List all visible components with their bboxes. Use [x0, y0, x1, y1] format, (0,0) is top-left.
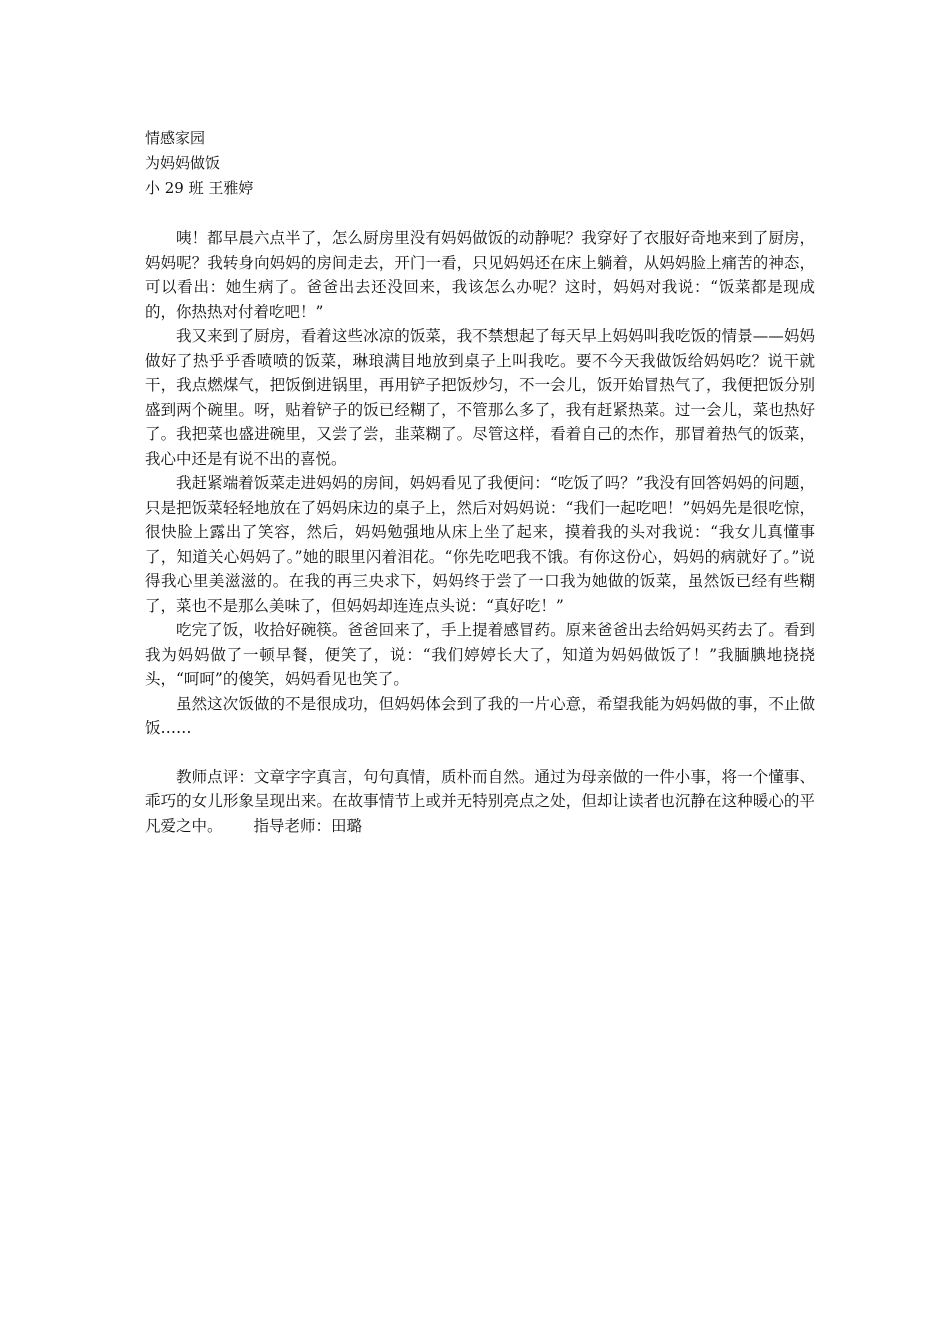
- comment-spacer: [145, 741, 815, 765]
- paragraph-1: 咦！都早晨六点半了，怎么厨房里没有妈妈做饭的动静呢？我穿好了衣服好奇地来到了厨房，妈妈呢？我转身向妈妈的房间走去，开门一看，只见妈妈还在床上躺着，从妈妈脸上痛苦的神态，可以看出：她生病了。爸爸出去还没回来，我该怎么办呢？这时，妈妈对我说：“饭菜都是现成的，你热热对付着吃吧！”: [145, 229, 815, 321]
- teacher-comment-text: 教师点评：文章字字真言，句句真情，质朴而自然。通过为母亲做的一件小事，将一个懂事、乖巧的女儿形象呈现出来。在故事情节上或并无特别亮点之处，但却让读者也沉静在这种暖心的平凡爱之中。: [145, 767, 815, 835]
- column-name: 情感家园: [145, 129, 206, 147]
- article-title: 为妈妈做饭: [145, 154, 221, 172]
- document-page: [145, 126, 815, 838]
- paragraph-3: 我赶紧端着饭菜走进妈妈的房间，妈妈看见了我便问：“吃饭了吗？”我没有回答妈妈的问题，只是把饭菜轻轻地放在了妈妈床边的桌子上，然后对妈妈说：“我们一起吃吧！”妈妈先是很吃惊，很快脸上露出了笑容，然后，妈妈勉强地从床上坐了起来，摸着我的头对我说：“我女儿真懂事了，知道关心妈妈了。”她的眼里闪着泪花。“你先吃吧我不饿。有你这份心，妈妈的病就好了。”说得我心里美滋滋的。在我的再三央求下，妈妈终于尝了一口我为她做的饭菜，虽然饭已经有些糊了，菜也不是那么美味了，但妈妈却连连点头说：“真好吃！”: [145, 474, 815, 615]
- teacher-comment: [145, 765, 815, 839]
- paragraph-4: 吃完了饭，收拾好碗筷。爸爸回来了，手上提着感冒药。原来爸爸出去给妈妈买药去了。看到我为妈妈做了一顿早餐，便笑了，说：“我们婷婷长大了，知道为妈妈做饭了！”我腼腆地挠挠头，“呵呵”的傻笑，妈妈看见也笑了。: [145, 621, 815, 688]
- header-spacer: [145, 201, 815, 226]
- paragraph-2: 我又来到了厨房，看着这些冰凉的饭菜，我不禁想起了每天早上妈妈叫我吃饭的情景——妈妈做好了热乎乎香喷喷的饭菜，琳琅满目地放到桌子上叫我吃。要不今天我做饭给妈妈吃？说干就干，我点燃煤气，把饭倒进锅里，再用铲子把饭炒匀，不一会儿，饭开始冒热气了，我便把饭分别盛到两个碗里。呀，贴着铲子的饭已经糊了，不管那么多了，我有赶紧热菜。过一会儿，菜也热好了。我把菜也盛进碗里，又尝了尝，韭菜糊了。尽管这样，看着自己的杰作，那冒着热气的饭菜，我心中还是有说不出的喜悦。: [145, 327, 815, 468]
- teacher-name: 指导老师：田璐: [253, 816, 363, 835]
- paragraph-5: 虽然这次饭做的不是很成功，但妈妈体会到了我的一片心意，希望我能为妈妈做的事，不止做饭……: [145, 694, 815, 737]
- author-line: 小 29 班 王雅婷: [145, 179, 254, 197]
